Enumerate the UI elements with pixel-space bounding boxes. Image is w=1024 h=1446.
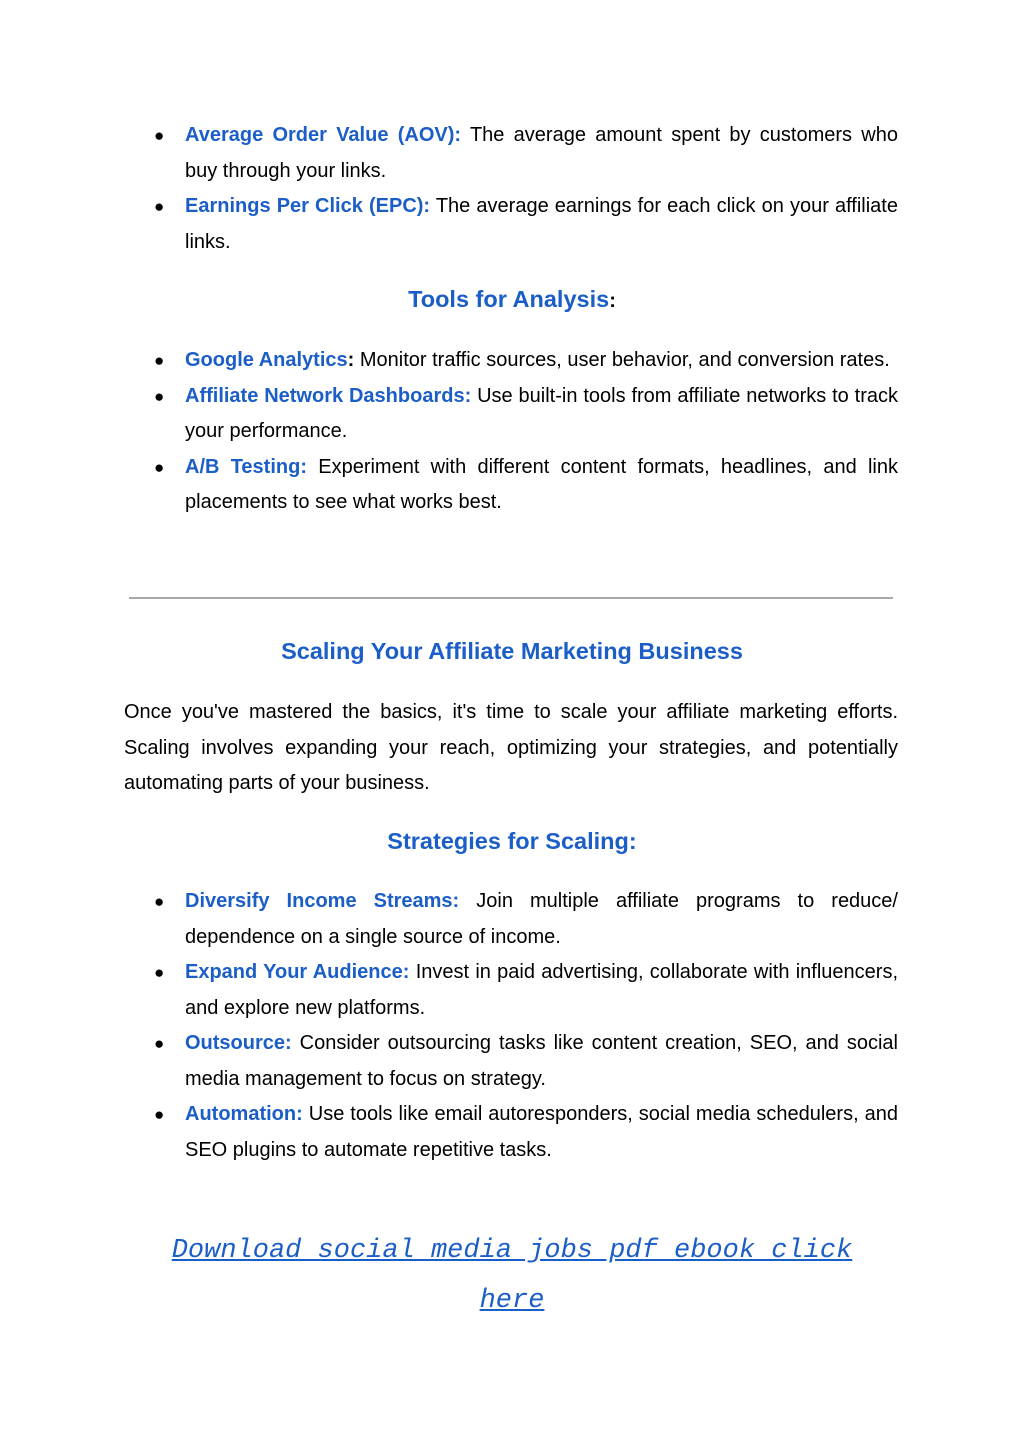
scaling-paragraph: Once you've mastered the basics, it's time to scale your affiliate marketing efforts. Scaling involves expanding your reach, optimizing your strategies, and potentially automating parts of your business. — [124, 701, 898, 794]
list-item — [154, 379, 898, 450]
bullet-icon: ● — [154, 386, 165, 406]
strategy-term: Automation: — [185, 1103, 303, 1125]
strategy-description: Consider outsourcing tasks like content creation, SEO, and social media management to focus on strategy. — [185, 1032, 898, 1090]
list-item — [154, 450, 898, 521]
strategy-term: Expand Your Audience: — [185, 961, 410, 983]
metric-term: Earnings Per Click (EPC): — [185, 195, 431, 217]
metric-description: The average amount spent by customers who buy through your links. — [185, 124, 899, 182]
tools-heading — [0, 286, 1024, 313]
list-item — [154, 1026, 898, 1097]
tools-heading-title: Tools for Analysis — [408, 286, 610, 312]
bullet-icon: ● — [154, 892, 165, 911]
list-item — [154, 189, 898, 260]
tool-term: Affiliate Network Dashboards: — [185, 384, 472, 407]
strategy-term: Outsource: — [185, 1032, 292, 1054]
metrics-list — [154, 118, 898, 260]
scaling-heading: Scaling Your Affiliate Marketing Business — [281, 638, 743, 664]
list-item — [154, 343, 898, 379]
tool-term: Google Analytics — [185, 349, 348, 371]
list-item — [154, 884, 898, 955]
tool-description: Monitor traffic sources, user behavior, and conversion rates. — [354, 349, 890, 371]
strategy-description: Use tools like email autoresponders, social media schedulers, and SEO plugins to automate repetitive tasks. — [185, 1103, 898, 1161]
download-cta — [0, 1226, 1024, 1326]
download-link-line2[interactable]: here — [479, 1286, 545, 1316]
list-item — [154, 118, 898, 189]
bullet-icon: ● — [154, 963, 165, 982]
download-link-line1[interactable]: Download social media jobs pdf ebook click — [171, 1236, 853, 1266]
strategies-list — [154, 884, 898, 1168]
metric-description: The average earnings for each click on your affiliate links. — [185, 195, 898, 253]
bullet-icon: ● — [154, 1105, 165, 1124]
tool-description: Experiment with different content formats, headlines, and link placements to see what works best. — [185, 455, 898, 513]
horizontal-divider — [129, 597, 893, 599]
tools-list — [154, 343, 898, 521]
metric-term: Average Order Value (AOV): — [185, 124, 462, 146]
list-item — [154, 1097, 898, 1168]
strategy-description: Invest in paid advertising, collaborate with influencers, and explore new platforms. — [185, 961, 898, 1019]
tool-term-colon: : — [347, 349, 355, 371]
strategy-description: Join multiple affiliate programs to reduce/ dependence on a single source of income. — [185, 890, 898, 948]
bullet-icon: ● — [154, 197, 165, 216]
download-ebook-link[interactable] — [172, 1236, 853, 1316]
list-item — [154, 955, 898, 1026]
bullet-icon: ● — [154, 126, 165, 145]
tools-heading-suffix: : — [609, 290, 616, 312]
tool-description: Use built-in tools from affiliate networks to track your performance. — [185, 384, 898, 442]
bullet-icon: ● — [154, 457, 165, 477]
bullet-icon: ● — [154, 351, 165, 370]
tool-term: A/B Testing: — [185, 455, 307, 478]
strategy-term: Diversify Income Streams: — [185, 890, 460, 912]
strategies-heading: Strategies for Scaling: — [387, 828, 637, 854]
bullet-icon: ● — [154, 1034, 165, 1053]
